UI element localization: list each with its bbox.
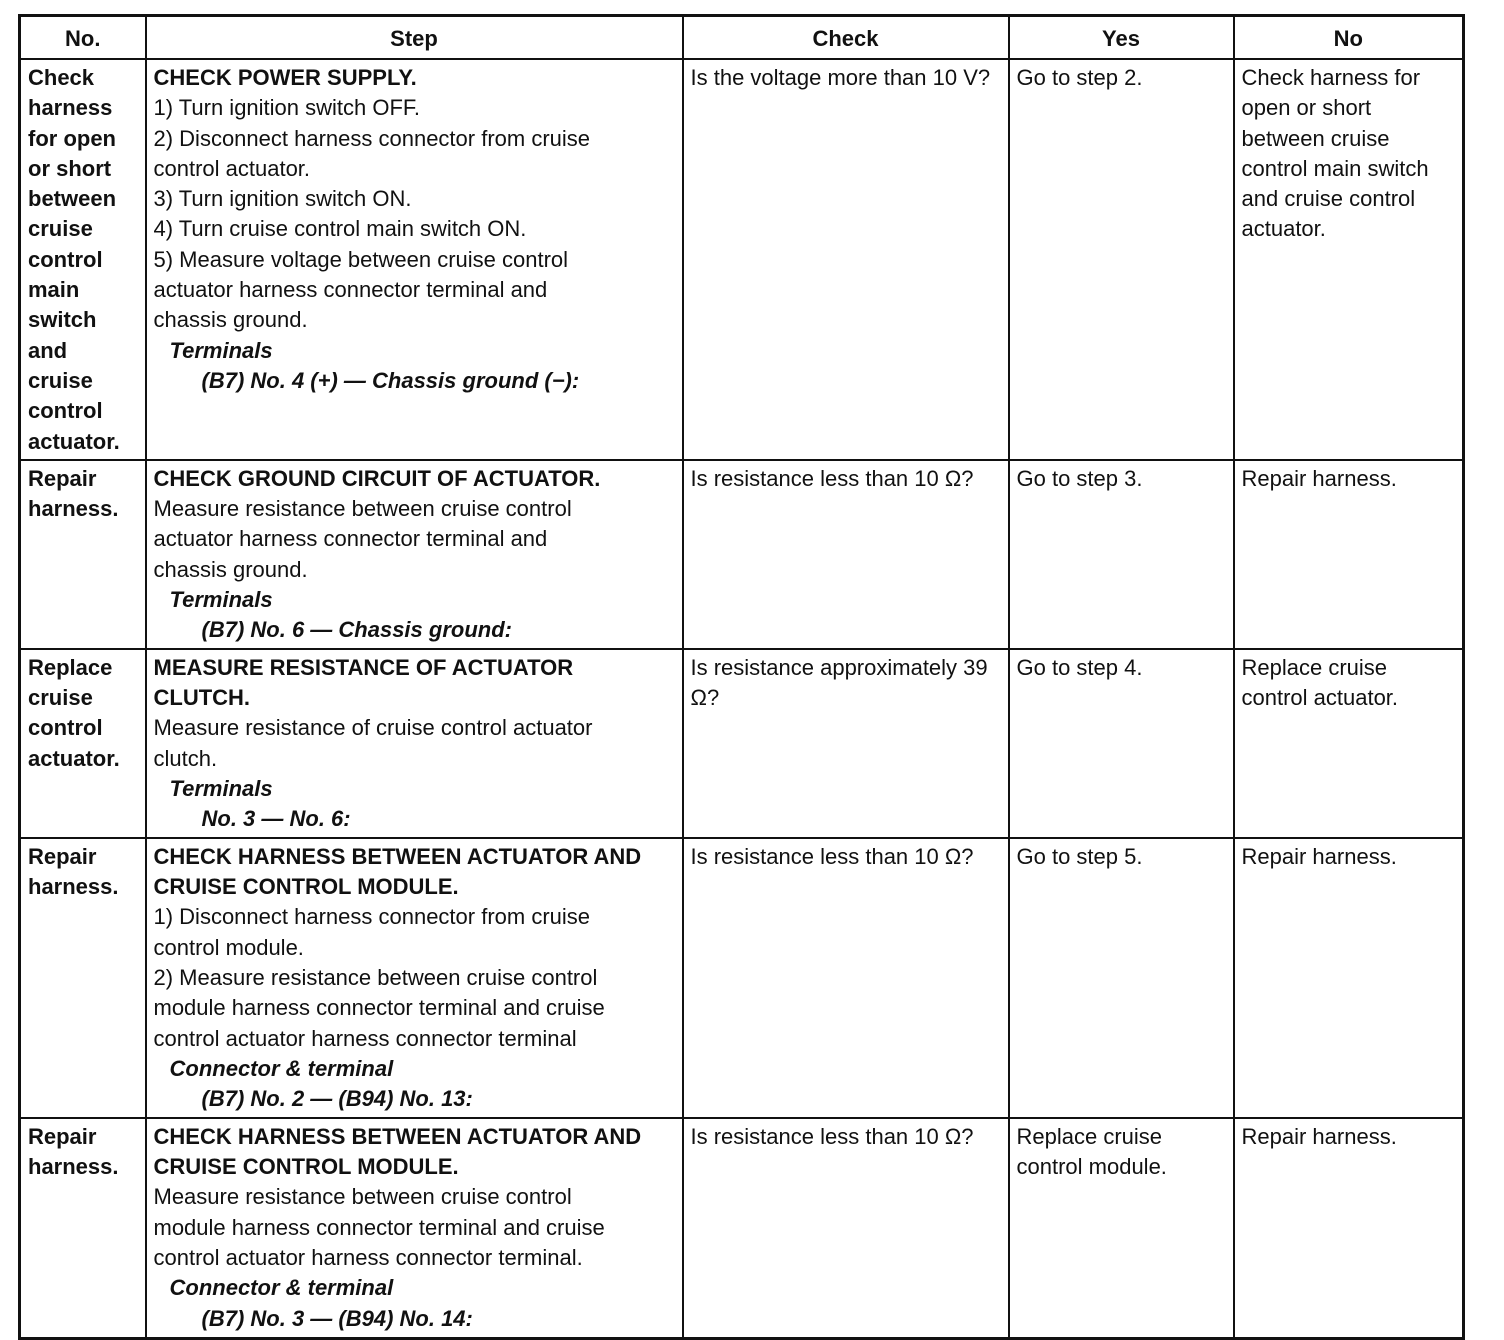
yes-cell: Go to step 3. [1009,460,1234,649]
connector-terminal-value: (B7) No. 3 — (B94) No. 14: [201,1305,473,1331]
step-line: Measure resistance between cruise control [153,496,572,522]
header-yes: Yes [1009,16,1234,60]
step-line: module harness connector terminal and cruise [153,995,605,1021]
step-title: CHECK HARNESS BETWEEN ACTUATOR AND CRUISE CONTROL MODULE. [153,843,642,900]
step-line: 3) Turn ignition switch ON. [153,186,412,212]
table-row [20,649,1464,838]
no-cell: Repair harness. [1234,1118,1464,1339]
step-line: control actuator harness connector terminal [153,1025,577,1051]
step-line: 2) Measure resistance between cruise control [153,965,598,991]
step-line: actuator harness connector terminal and [153,277,548,303]
no-cell: Repair harness. [1234,838,1464,1118]
step-number: Repair harness. [20,1118,146,1339]
step-title: CHECK GROUND CIRCUIT OF ACTUATOR. [153,465,601,491]
check-cell: Is resistance less than 10 Ω? [683,838,1009,1118]
step-title: CHECK POWER SUPPLY. [153,65,417,90]
header-check: Check [683,16,1009,60]
terminals-heading: Terminals [169,776,273,802]
step-line: Measure resistance of cruise control actuator [153,715,593,741]
table-row [20,838,1464,1118]
check-cell: Is resistance less than 10 Ω? [683,1118,1009,1339]
connector-terminal-heading: Connector & terminal [169,1055,394,1081]
no-cell: Replace cruise control actuator. [1234,649,1464,838]
step-cell [146,649,683,838]
terminals-heading: Terminals [169,587,273,613]
header-no: No. [20,16,146,60]
step-number: Repair harness. [20,460,146,649]
step-line: chassis ground. [153,556,308,582]
terminals-value: (B7) No. 4 (+) — Chassis ground (−): [201,367,580,393]
check-cell: Is the voltage more than 10 V? [683,59,1009,460]
step-line: module harness connector terminal and cruise [153,1214,605,1240]
step-number: Check harness for open or short between cruise control main switch and cruise control actuator. [20,59,146,460]
terminals-heading: Terminals [169,337,273,363]
yes-cell: Go to step 4. [1009,649,1234,838]
check-cell: Is resistance less than 10 Ω? [683,460,1009,649]
terminals-value: No. 3 — No. 6: [201,806,351,832]
yes-cell: Replace cruise control module. [1009,1118,1234,1339]
step-line: 5) Measure voltage between cruise control [153,246,569,272]
step-line: 4) Turn cruise control main switch ON. [153,216,527,242]
step-cell [146,59,683,460]
table-row [20,1118,1464,1339]
step-line: control actuator. [153,155,311,181]
yes-cell: Go to step 2. [1009,59,1234,460]
step-line: chassis ground. [153,307,308,333]
step-line: 1) Disconnect harness connector from cruise [153,904,591,930]
connector-terminal-value: (B7) No. 2 — (B94) No. 13: [201,1086,473,1112]
step-line: Measure resistance between cruise control [153,1184,572,1210]
header-step: Step [146,16,683,60]
check-cell: Is resistance approximately 39 Ω? [683,649,1009,838]
table-row [20,59,1464,460]
yes-cell: Go to step 5. [1009,838,1234,1118]
no-cell: Check harness for open or short between cruise control main switch and cruise control actuator. [1234,59,1464,460]
step-cell [146,1118,683,1339]
terminals-value: (B7) No. 6 — Chassis ground: [201,617,512,643]
step-cell [146,460,683,649]
header-row [20,16,1464,60]
step-line: control actuator harness connector terminal. [153,1245,583,1271]
step-number: Repair harness. [20,838,146,1118]
step-number: Replace cruise control actuator. [20,649,146,838]
step-line: control module. [153,934,304,960]
diagnostic-procedure-table [18,14,1465,1340]
step-cell [146,838,683,1118]
connector-terminal-heading: Connector & terminal [169,1275,394,1301]
step-line: actuator harness connector terminal and [153,526,548,552]
step-line: 1) Turn ignition switch OFF. [153,95,421,121]
header-no-result: No [1234,16,1464,60]
no-cell: Repair harness. [1234,460,1464,649]
table-row [20,460,1464,649]
step-title: CHECK HARNESS BETWEEN ACTUATOR AND CRUISE CONTROL MODULE. [153,1123,642,1180]
step-title: MEASURE RESISTANCE OF ACTUATOR CLUTCH. [153,654,574,711]
step-line: 2) Disconnect harness connector from cruise [153,125,591,151]
step-line: clutch. [153,745,218,771]
